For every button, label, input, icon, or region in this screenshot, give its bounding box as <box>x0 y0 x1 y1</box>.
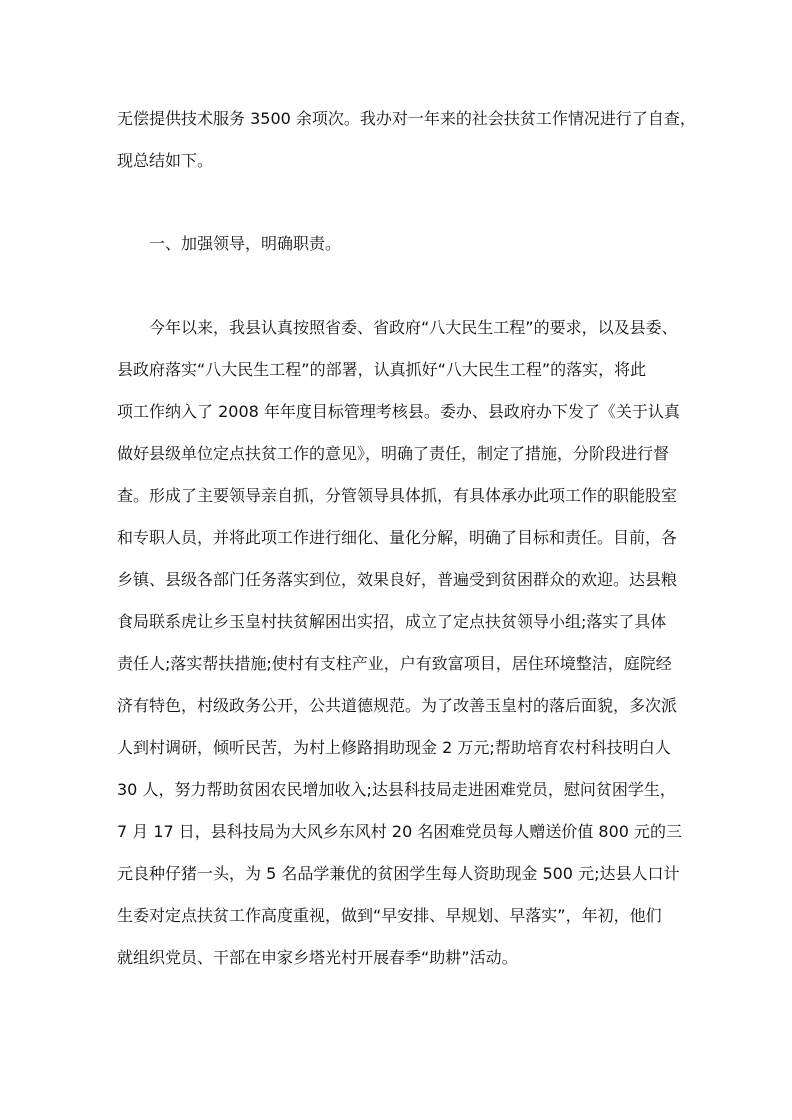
body-line-14: 元良种仔猪一头，为 5 名品学兼优的贫困学生每人资助现金 500 元;达县人口计 <box>117 864 680 883</box>
body-line-4: 做好县级单位定点扶贫工作的意见》，明确了责任，制定了措施，分阶段进行督 <box>117 444 670 463</box>
body-line-12: 30 人，努力帮助贫困农民增加收入;达县科技局走进困难党员，慰问贫困学生， <box>117 780 676 799</box>
body-line-8: 食局联系虎让乡玉皇村扶贫解困出实招，成立了定点扶贫领导小组;落实了具体 <box>117 612 667 631</box>
intro-line-2: 现总结如下。 <box>117 151 214 170</box>
body-line-2: 县政府落实“八大民生工程”的部署，认真抓好“八大民生工程”的落实，将此 <box>117 360 647 379</box>
body-line-6: 和专职人员，并将此项工作进行细化、量化分解，明确了目标和责任。目前，各 <box>117 528 678 547</box>
body-line-13: 7 月 17 日，县科技局为大风乡东风村 20 名困难党员每人赠送价值 800 元的三 <box>117 822 683 841</box>
section-heading: 一、加强领导，明确职责。 <box>149 234 342 253</box>
body-line-3: 项工作纳入了 2008 年年度目标管理考核县。委办、县政府办下发了《关于认真 <box>117 402 680 421</box>
body-line-7: 乡镇、县级各部门任务落实到位，效果良好，普遍受到贫困群众的欢迎。达县粮 <box>117 570 678 589</box>
body-line-9: 责任人;落实帮扶措施;使村有支柱产业，户有致富项目，居住环境整洁，庭院经 <box>117 654 672 673</box>
body-line-5: 查。形成了主要领导亲自抓，分管领导具体抓，有具体承办此项工作的职能股室 <box>117 486 678 505</box>
body-line-1: 今年以来，我县认真按照省委、省政府“八大民生工程”的要求，以及县委、 <box>149 318 678 337</box>
body-line-15: 生委对定点扶贫工作高度重视，做到“早安排、早规划、早落实”，年初，他们 <box>117 906 662 925</box>
body-line-16: 就组织党员、干部在申家乡塔光村开展春季“助耕”活动。 <box>117 948 518 967</box>
intro-line-1: 无偿提供技术服务 3500 余项次。我办对一年来的社会扶贫工作情况进行了自查， <box>117 109 696 128</box>
body-line-10: 济有特色，村级政务公开，公共道德规范。为了改善玉皇村的落后面貌，多次派 <box>117 696 678 715</box>
body-line-11: 人到村调研，倾听民苦，为村上修路捐助现金 2 万元;帮助培育农村科技明白人 <box>117 738 671 757</box>
